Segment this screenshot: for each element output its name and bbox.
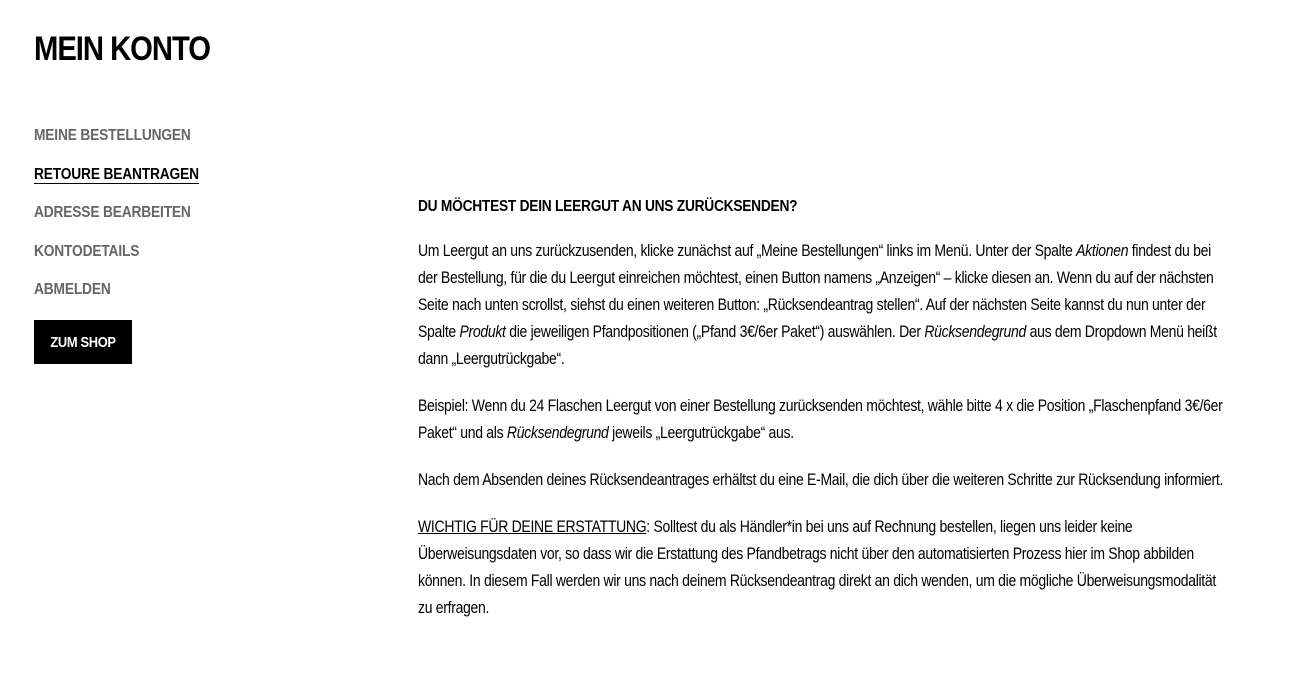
text: Beispiel: Wenn du 24 Flaschen Leergut von einer Bestellung zurücksenden möchtest, wähle bitte 4 x die Position „Flaschenpfand 3€/6er Paket“ und als (418, 397, 1223, 442)
text: Um Leergut an uns zurückzusenden, klicke zunächst auf „Meine Bestellungen“ links im Menü. Unter der Spalte (418, 242, 1077, 260)
sidebar-item-retoure-beantragen[interactable] (34, 164, 258, 203)
sidebar-item-kontodetails[interactable] (34, 241, 258, 280)
important-label: WICHTIG FÜR DEINE ERSTATTUNG (418, 518, 647, 536)
emphasis-aktionen: Aktionen (1076, 242, 1129, 260)
emphasis-ruecksendegrund: Rücksendegrund (506, 424, 609, 442)
text: aus dem Dropdown Menü heißt dann „Leergutrückgabe“. (418, 323, 1217, 368)
account-sidebar-nav (34, 125, 294, 318)
sidebar-item-label: ABMELDEN (34, 281, 111, 298)
text: die jeweiligen Pfandpositionen („Pfand 3€/6er Paket“) auswählen. Der (505, 323, 925, 341)
sidebar-item-label: RETOURE BEANTRAGEN (34, 165, 199, 183)
emphasis-ruecksendegrund: Rücksendegrund (924, 323, 1027, 341)
paragraph-instructions (418, 238, 1226, 373)
emphasis-produkt: Produkt (459, 323, 506, 341)
return-info-content (418, 196, 1278, 642)
page-title: MEIN KONTO (34, 30, 210, 68)
text: jeweils „Leergutrückgabe“ aus. (608, 424, 794, 442)
sidebar-item-adresse-bearbeiten[interactable] (34, 202, 258, 241)
zum-shop-button-label: ZUM SHOP (50, 333, 116, 351)
zum-shop-button[interactable] (34, 320, 132, 364)
sidebar-item-label: MEINE BESTELLUNGEN (34, 127, 191, 144)
sidebar-item-abmelden[interactable] (34, 279, 258, 318)
sidebar-item-meine-bestellungen[interactable] (34, 125, 258, 164)
paragraph-example (418, 393, 1226, 447)
sidebar-item-label: KONTODETAILS (34, 242, 140, 260)
text: findest du bei der Bestellung, für die du Leergut einreichen möchtest, einen Button namens „Anzeigen“ – klicke diesen an. Wenn du auf der nächsten Seite nach unten scrollst, siehst du einen weiteren Button: „Rücksendeantrag stellen“. Auf der nächsten Seite kannst du nun unter der Spalte (418, 242, 1214, 341)
sidebar-item-label: ADRESSE BEARBEITEN (34, 204, 191, 221)
paragraph-important-notice (418, 514, 1226, 622)
paragraph-email-info: Nach dem Absenden deines Rücksendeantrages erhältst du eine E-Mail, die dich über die weiteren Schritte zur Rücksendung informiert. (418, 471, 1224, 489)
content-heading: DU MÖCHTEST DEIN LEERGUT AN UNS ZURÜCKSENDEN? (418, 198, 798, 215)
text: : Solltest du als Händler*in bei uns auf Rechnung bestellen, liegen uns leider keine Überweisungsdaten vor, so dass wir die Erstattung des Pfandbetrags nicht über den automatisierten Prozess hier im Shop abbilden können. In diesem Fall werden wir uns nach deinem Rücksendeantrag direkt an dich wenden, um die mögliche Überweisungsmodalität zu erfragen. (418, 518, 1216, 617)
